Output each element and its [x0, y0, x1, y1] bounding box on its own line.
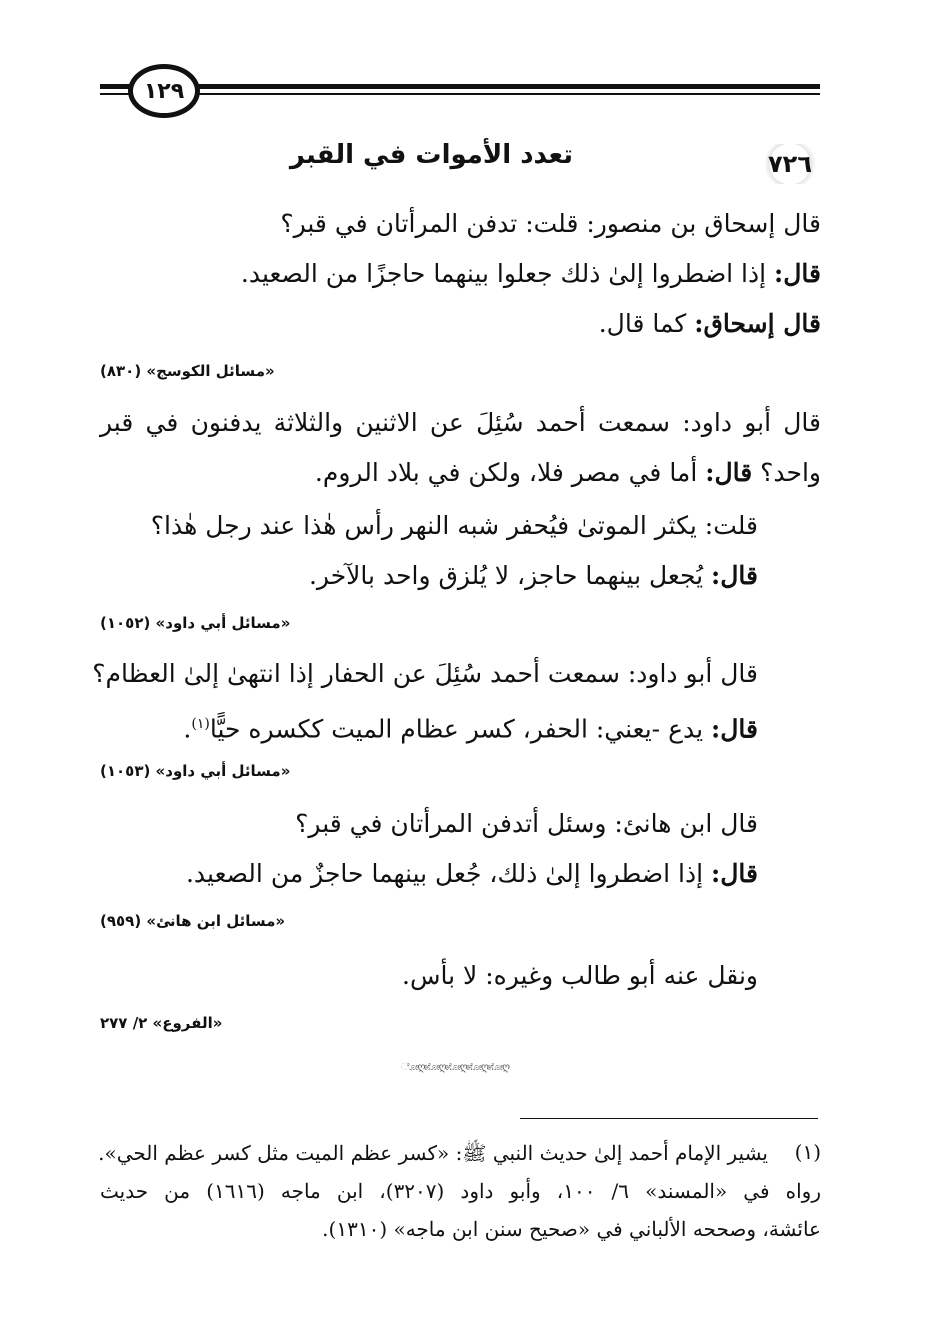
line-text: يُجعل بينهما حاجز، لا يُلزق واحد بالآخر. — [308, 561, 712, 590]
line-text: قلت: يكثر الموتىٰ فيُحفر شبه النهر رأس هٰذا عند رجل هٰذا؟ — [150, 511, 758, 540]
header-rule — [100, 84, 820, 89]
line-text: كما قال. — [598, 309, 695, 338]
text-line — [183, 706, 758, 747]
line-text: قال أبو داود: سمعت أحمد سُئِلَ عن الحفار إذا انتهىٰ إلىٰ العظام؟ — [92, 659, 758, 688]
footnote-line — [98, 1138, 768, 1168]
citation-text: «مسائل الكوسج» (٨٣٠) — [100, 362, 275, 380]
citation-text: «الفروع» ٢/ ٢٧٧ — [100, 1014, 223, 1032]
line-prefix: واحد؟ — [752, 458, 821, 487]
line-text: أما في مصر فلا، ولكن في بلاد الروم. — [314, 458, 706, 487]
text-line — [92, 656, 758, 692]
section-number: ٧٢٦ — [759, 144, 821, 184]
speaker-label: قال: — [711, 859, 758, 888]
citation-text: «مسائل أبي داود» (١٠٥٢) — [100, 614, 291, 632]
text-line — [402, 958, 758, 994]
header-rule-thin — [100, 93, 820, 95]
footnote-text: رواه في «المسند» ٦/ ١٠٠، وأبو داود (٣٢٠٧)، ابن ماجه (١٦١٦) من حديث — [100, 1179, 821, 1203]
text-line — [280, 206, 821, 242]
text-line — [599, 306, 821, 342]
citation — [100, 912, 833, 930]
citation-text: «مسائل ابن هانئ» (٩٥٩) — [100, 912, 286, 930]
line-text: قال ابن هانئ: وسئل أتدفن المرأتان في قبر؟ — [295, 809, 758, 838]
line-text: إذا اضطروا إلىٰ ذلك جعلوا بينهما حاجزًا من الصعيد. — [240, 259, 775, 288]
citation — [100, 762, 833, 780]
line-text: إذا اضطروا إلىٰ ذلك، جُعل بينهما حاجزٌ من الصعيد. — [185, 859, 712, 888]
text-line — [295, 806, 758, 842]
text-line — [100, 405, 821, 441]
footnote-rule — [520, 1118, 818, 1119]
text-line — [309, 558, 758, 594]
speaker-label: قال إسحاق: — [694, 309, 821, 338]
footnote-ref: (١) — [191, 716, 210, 732]
footnote-line — [100, 1176, 821, 1206]
line-text: ونقل عنه أبو طالب وغيره: لا بأس. — [402, 961, 758, 990]
speaker-label: قال: — [711, 561, 758, 590]
text-line — [186, 856, 758, 892]
line-text: يدع -يعني: الحفر، كسر عظام الميت ككسره حيًّا — [209, 714, 712, 744]
footnote-text: يشير الإمام أحمد إلىٰ حديث النبي ﷺ: «كسر عظم الميت مثل كسر عظم الحي». — [98, 1141, 768, 1165]
citation — [100, 614, 833, 632]
page-number: ١٢٩ — [128, 64, 200, 118]
text-line — [315, 455, 821, 491]
line-text: قال إسحاق بن منصور: قلت: تدفن المرأتان في قبر؟ — [280, 209, 821, 238]
speaker-label: قال: — [711, 714, 758, 744]
line-suffix: . — [183, 714, 192, 744]
citation — [100, 362, 833, 380]
footnote-line — [322, 1214, 821, 1244]
footnote-marker: (١) — [794, 1140, 821, 1164]
line-text: قال أبو داود: سمعت أحمد سُئِلَ عن الاثنين والثلاثة يدفنون في قبر — [100, 408, 821, 437]
ornament-divider: ೋღ೫ೋღ೫ೋღ೫ೋღ೫ೋღ — [401, 1062, 509, 1073]
footnote-text: عائشة، وصححه الألباني في «صحيح سنن ابن ماجه» (١٣١٠). — [322, 1217, 821, 1241]
text-line — [241, 256, 821, 292]
speaker-label: قال: — [705, 458, 753, 487]
citation-text: «مسائل أبي داود» (١٠٥٣) — [100, 762, 291, 780]
text-line — [151, 508, 758, 544]
citation — [100, 1014, 833, 1032]
section-title: تعدد الأموات في القبر — [289, 140, 573, 170]
speaker-label: قال: — [774, 259, 821, 288]
